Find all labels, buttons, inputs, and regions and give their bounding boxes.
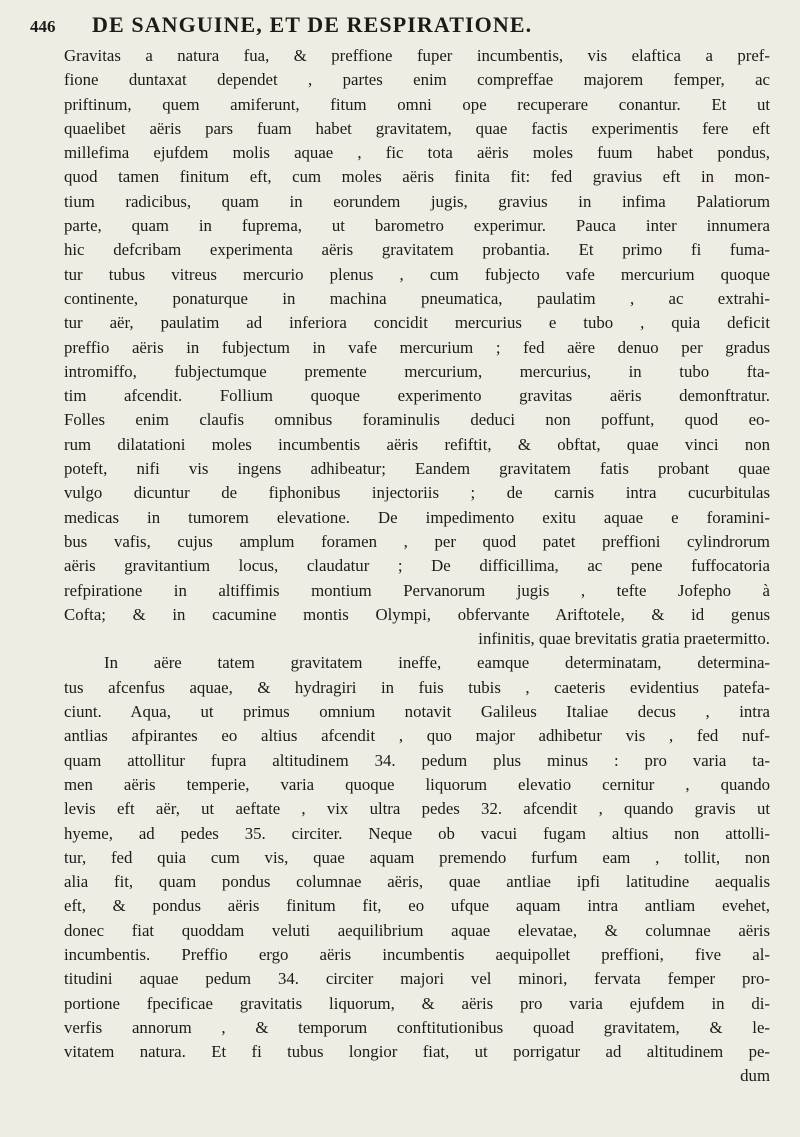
text-line: Gravitas a natura fua, & preffione fuper incumbentis, vis elaftica a pref- bbox=[64, 46, 770, 65]
running-head: DE SANGUINE, ET DE RESPIRATIONE. bbox=[92, 12, 533, 37]
body-text bbox=[64, 44, 770, 1089]
text-line: portione fpecificae gravitatis liquorum, & aëris pro varia ejufdem in di- bbox=[64, 993, 770, 1013]
text-line: vitatem natura. Et fi tubus longior fiat, ut porrigatur ad altitudinem pe- bbox=[64, 1042, 770, 1062]
text-line: priftinum, quem amiferunt, fitum omni ope recuperare conantur. Et ut bbox=[64, 94, 770, 114]
text-line: Folles enim claufis omnibus foraminulis deduci non poffunt, quod eo- bbox=[64, 410, 770, 430]
text-line: parte, quam in fuprema, ut barometro experimur. Pauca inter innumera bbox=[64, 216, 770, 236]
text-line: levis eft aër, ut aeftate , vix ultra pedes 32. afcendit , quando gravis ut bbox=[64, 799, 770, 819]
text-line: alia fit, quam pondus columnae aëris, quae antliae ipfi latitudine aequalis bbox=[64, 872, 770, 892]
text-line: tim afcendit. Follium quoque experimento gravitas aëris demonftratur. bbox=[64, 386, 770, 406]
text-line: quaelibet aëris pars fuam habet gravitatem, quae factis experimentis fere eft bbox=[64, 118, 770, 138]
page-header bbox=[30, 12, 760, 46]
text-line: incumbentis. Preffio ergo aëris incumbentis aequipollet preffioni, five al- bbox=[64, 944, 770, 964]
text-line: hyeme, ad pedes 35. circiter. Neque ob vacui fugam altius non attolli- bbox=[64, 823, 770, 843]
text-line: tur, fed quia cum vis, quae aquam premendo furfum eam , tollit, non bbox=[64, 847, 770, 867]
text-line: ciunt. Aqua, ut primus omnium notavit Galileus Italiae decus , intra bbox=[64, 702, 770, 722]
text-line: hic defcribam experimenta aëris gravitatem probantia. Et primo fi fuma- bbox=[64, 240, 770, 260]
text-line: aëris gravitantium locus, claudatur ; De difficillima, ac pene fuffocatoria bbox=[64, 556, 770, 576]
text-line: vulgo dicuntur de fiphonibus injectoriis ; de carnis intra cucurbitulas bbox=[64, 483, 770, 503]
text-line: men aëris temperie, varia quoque liquorum elevatio cernitur , quando bbox=[64, 774, 770, 794]
page-number: 446 bbox=[30, 17, 56, 36]
text-line: millefima ejufdem molis aquae , fic tota aëris moles fuum habet pondus, bbox=[64, 143, 770, 163]
text-line: donec fiat quoddam veluti aequilibrium aquae elevatae, & columnae aëris bbox=[64, 920, 770, 940]
text-line: antlias afpirantes eo altius afcendit , quo major adhibetur vis , fed nuf- bbox=[64, 726, 770, 746]
text-line: quam attollitur fupra altitudinem 34. pedum plus minus : pro varia ta- bbox=[64, 750, 770, 770]
text-line: Cofta; & in cacumine montis Olympi, obfervante Ariftotele, & id genus bbox=[64, 604, 770, 624]
text-line: bus vafis, cujus amplum foramen , per quod patet preffioni cylindrorum bbox=[64, 531, 770, 551]
text-line: continente, ponaturque in machina pneumatica, paulatim , ac extrahi- bbox=[64, 288, 770, 308]
text-line: medicas in tumorem elevatione. De impedimento exitu aquae e foramini- bbox=[64, 507, 770, 527]
text-line: poteft, nifi vis ingens adhibeatur; Eandem gravitatem fatis probant quae bbox=[64, 459, 770, 479]
text-line: refpiratione in altiffimis montium Pervanorum jugis , tefte Jofepho à bbox=[64, 580, 770, 600]
text-line: tium radicibus, quam in eorundem jugis, gravius in infima Palatiorum bbox=[64, 191, 770, 211]
text-line: quod tamen finitum eft, cum moles aëris finita fit: fed gravius eft in mon- bbox=[64, 167, 770, 187]
text-line: infinitis, quae brevitatis gratia praetermitto. bbox=[478, 629, 770, 649]
text-line: tus afcenfus aquae, & hydragiri in fuis tubis , caeteris evidentius patefa- bbox=[64, 677, 770, 697]
text-line: eft, & pondus aëris finitum fit, eo ufque aquam intra antliam evehet, bbox=[64, 896, 770, 916]
text-line: tur aër, paulatim ad inferiora concidit mercurius e tubo , quia deficit bbox=[64, 313, 770, 333]
text-line: intromiffo, fubjectumque premente mercurium, mercurius, in tubo fta- bbox=[64, 361, 770, 381]
text-line: preffio aëris in fubjectum in vafe mercurium ; fed aëre denuo per gradus bbox=[64, 337, 770, 357]
text-line: dum bbox=[740, 1066, 770, 1086]
text-line: titudini aquae pedum 34. circiter majori vel minori, fervata femper pro- bbox=[64, 969, 770, 989]
text-line: tur tubus vitreus mercurio plenus , cum fubjecto vafe mercurium quoque bbox=[64, 264, 770, 284]
text-line: fione duntaxat dependet , partes enim compreffae majorem femper, ac bbox=[64, 70, 770, 90]
text-line: verfis annorum , & temporum conftitutionibus quoad gravitatem, & le- bbox=[64, 1017, 770, 1037]
text-line: In aëre tatem gravitatem ineffe, eamque determinatam, determina- bbox=[104, 653, 770, 673]
text-line: rum dilatationi moles incumbentis aëris refiftit, & obftat, quae vinci non bbox=[64, 434, 770, 454]
